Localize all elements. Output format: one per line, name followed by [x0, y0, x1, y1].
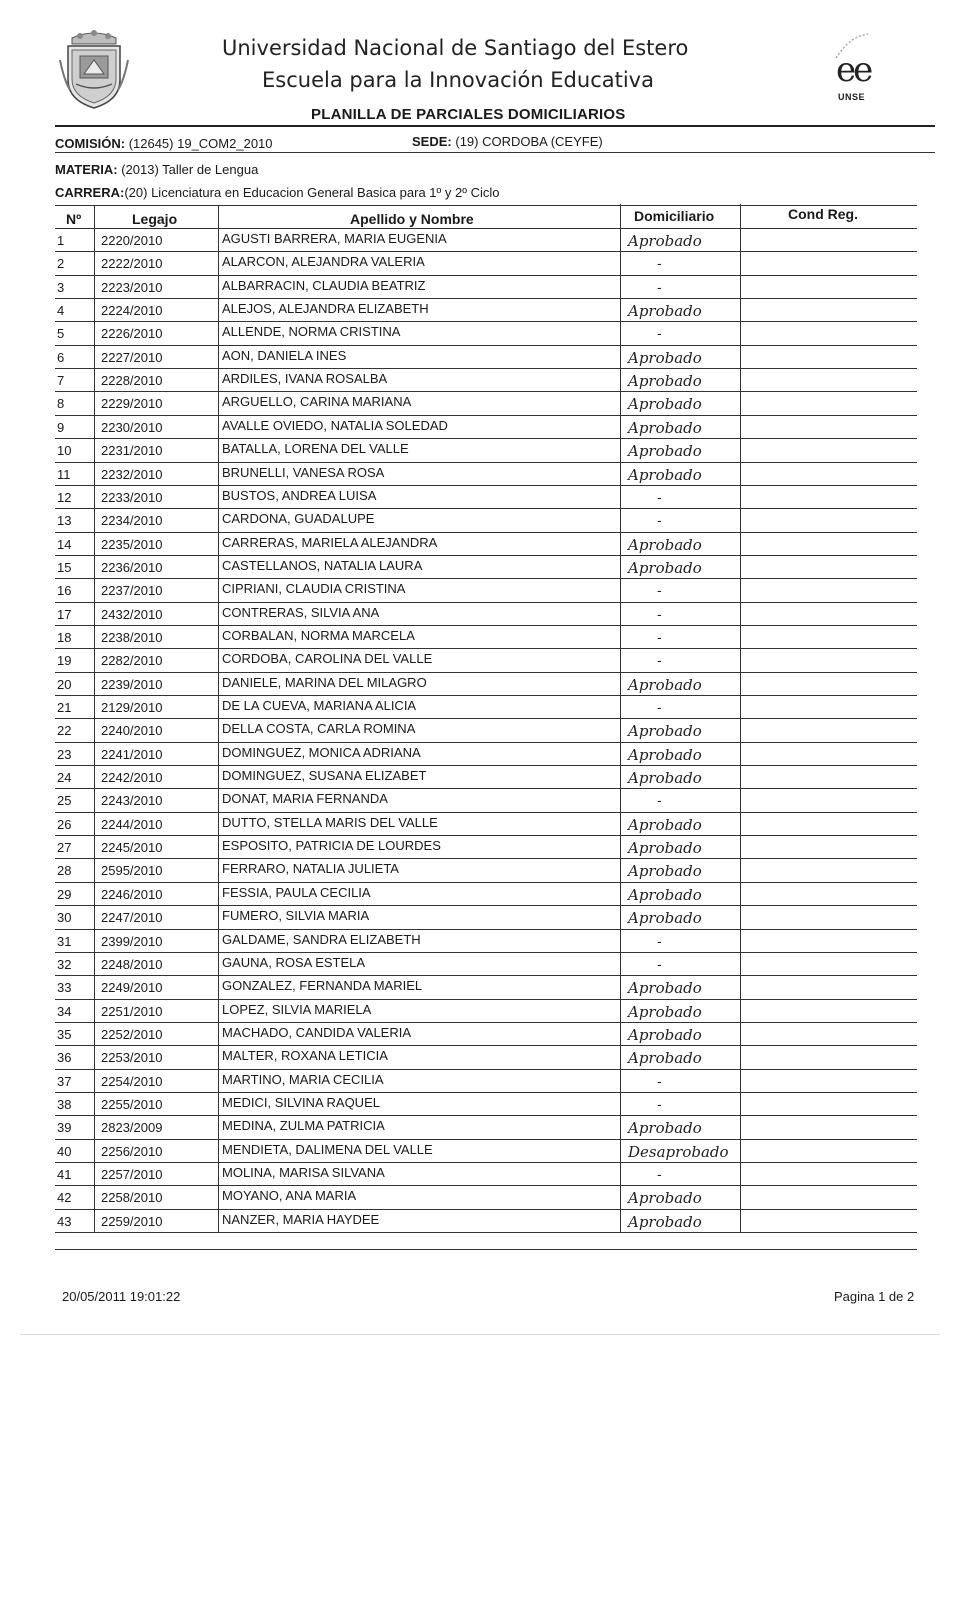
row-nombre: DE LA CUEVA, MARIANA ALICIA — [222, 698, 417, 713]
row-legajo: 2246/2010 — [101, 887, 163, 902]
row-rule — [55, 1209, 917, 1210]
row-domiciliario-handwritten: Aprobado — [628, 349, 702, 367]
row-rule — [55, 929, 917, 930]
row-rule — [55, 1092, 917, 1093]
row-nombre: FESSIA, PAULA CECILIA — [222, 885, 371, 900]
row-number: 42 — [57, 1190, 72, 1205]
comision-label: COMISIÓN: — [55, 136, 126, 151]
row-rule — [55, 321, 917, 322]
row-rule — [55, 952, 917, 953]
row-number: 5 — [57, 326, 65, 341]
row-nombre: CORBALAN, NORMA MARCELA — [222, 628, 415, 643]
row-nombre: NANZER, MARIA HAYDEE — [222, 1212, 380, 1227]
row-number: 37 — [57, 1074, 72, 1089]
row-nombre: MOYANO, ANA MARIA — [222, 1188, 357, 1203]
row-legajo: 2229/2010 — [101, 396, 163, 411]
row-number: 34 — [57, 1004, 72, 1019]
row-nombre: BATALLA, LORENA DEL VALLE — [222, 441, 409, 456]
row-number: 13 — [57, 513, 72, 528]
row-domiciliario-handwritten: Aprobado — [628, 979, 702, 997]
row-number: 33 — [57, 980, 72, 995]
row-domiciliario-handwritten: Aprobado — [628, 886, 702, 904]
row-legajo: 2256/2010 — [101, 1144, 163, 1159]
row-nombre: AON, DANIELA INES — [222, 348, 347, 363]
row-legajo: 2248/2010 — [101, 957, 163, 972]
row-legajo: 2239/2010 — [101, 677, 163, 692]
row-rule — [55, 251, 917, 252]
row-number: 29 — [57, 887, 72, 902]
row-legajo: 2257/2010 — [101, 1167, 163, 1182]
row-rule — [55, 462, 917, 463]
column-divider — [218, 206, 219, 1232]
row-number: 24 — [57, 770, 72, 785]
row-legajo: 2399/2010 — [101, 934, 163, 949]
row-legajo: 2232/2010 — [101, 467, 163, 482]
row-rule — [55, 999, 917, 1000]
row-nombre: DOMINGUEZ, MONICA ADRIANA — [222, 745, 421, 760]
sede-value: (19) CORDOBA (CEYFE) — [455, 134, 603, 149]
row-nombre: FUMERO, SILVIA MARIA — [222, 908, 370, 923]
logo-subtext: UNSE — [838, 92, 866, 102]
row-number: 12 — [57, 490, 72, 505]
row-rule — [55, 532, 917, 533]
row-domiciliario-handwritten: Aprobado — [628, 816, 702, 834]
row-nombre: DUTTO, STELLA MARIS DEL VALLE — [222, 815, 438, 830]
row-rule — [55, 765, 917, 766]
row-nombre: CASTELLANOS, NATALIA LAURA — [222, 558, 423, 573]
column-divider — [94, 206, 95, 1232]
row-legajo: 2238/2010 — [101, 630, 163, 645]
row-domiciliario-handwritten: Aprobado — [628, 839, 702, 857]
row-rule — [55, 742, 917, 743]
row-number: 11 — [57, 467, 71, 482]
materia-label: MATERIA: — [55, 162, 118, 177]
row-number: 39 — [57, 1120, 72, 1135]
row-nombre: CARDONA, GUADALUPE — [222, 511, 375, 526]
row-legajo: 2233/2010 — [101, 490, 163, 505]
document-title: PLANILLA DE PARCIALES DOMICILIARIOS — [311, 106, 626, 123]
row-rule — [55, 275, 917, 276]
row-number: 18 — [57, 630, 72, 645]
row-domiciliario-handwritten: Desaprobado — [628, 1143, 729, 1161]
row-nombre: LOPEZ, SILVIA MARIELA — [222, 1002, 372, 1017]
row-domiciliario-mark: - — [657, 935, 662, 950]
row-rule — [55, 485, 917, 486]
row-number: 21 — [57, 700, 72, 715]
row-domiciliario-mark: - — [657, 654, 662, 669]
row-domiciliario-mark: - — [657, 584, 662, 599]
column-header-domiciliario: Domiciliario — [634, 208, 715, 224]
row-nombre: ALLENDE, NORMA CRISTINA — [222, 324, 401, 339]
carrera-label: CARRERA: — [55, 185, 125, 200]
row-domiciliario-handwritten: Aprobado — [628, 536, 702, 554]
row-number: 10 — [57, 443, 72, 458]
row-nombre: ESPOSITO, PATRICIA DE LOURDES — [222, 838, 441, 853]
row-domiciliario-handwritten: Aprobado — [628, 419, 702, 437]
row-rule — [55, 835, 917, 836]
row-domiciliario-handwritten: Aprobado — [628, 1003, 702, 1021]
row-number: 17 — [57, 607, 72, 622]
row-domiciliario-handwritten: Aprobado — [628, 395, 702, 413]
row-nombre: CONTRERAS, SILVIA ANA — [222, 605, 380, 620]
materia-line — [55, 162, 258, 177]
row-legajo: 2226/2010 — [101, 326, 163, 341]
sede-label: SEDE: — [412, 134, 452, 149]
column-header-cond-reg: Cond Reg. — [788, 206, 858, 222]
row-nombre: GALDAME, SANDRA ELIZABETH — [222, 932, 421, 947]
row-legajo: 2220/2010 — [101, 233, 163, 248]
row-nombre: CARRERAS, MARIELA ALEJANDRA — [222, 535, 438, 550]
row-number: 2 — [57, 256, 65, 271]
row-number: 19 — [57, 653, 72, 668]
row-rule — [55, 438, 917, 439]
row-rule — [55, 602, 917, 603]
row-legajo: 2253/2010 — [101, 1050, 163, 1065]
print-timestamp: 20/05/2011 19:01:22 — [62, 1289, 181, 1304]
row-number: 3 — [57, 280, 65, 295]
column-header-nombre: Apellido y Nombre — [350, 211, 474, 227]
row-rule — [55, 648, 917, 649]
row-nombre: ARDILES, IVANA ROSALBA — [222, 371, 388, 386]
row-rule — [55, 812, 917, 813]
school-name: Escuela para la Innovación Educativa — [262, 68, 654, 92]
column-header-legajo: Legajo — [132, 211, 178, 227]
unse-logo — [828, 32, 888, 108]
row-number: 15 — [57, 560, 72, 575]
row-domiciliario-mark: - — [657, 701, 662, 716]
row-nombre: DELLA COSTA, CARLA ROMINA — [222, 721, 416, 736]
row-legajo: 2234/2010 — [101, 513, 163, 528]
row-legajo: 2245/2010 — [101, 840, 163, 855]
row-legajo: 2249/2010 — [101, 980, 163, 995]
row-number: 9 — [57, 420, 65, 435]
row-domiciliario-handwritten: Aprobado — [628, 1049, 702, 1067]
row-domiciliario-mark: - — [657, 327, 662, 342]
row-nombre: ALBARRACIN, CLAUDIA BEATRIZ — [222, 278, 426, 293]
row-domiciliario-mark: - — [657, 1168, 662, 1183]
row-legajo: 2258/2010 — [101, 1190, 163, 1205]
row-rule — [55, 345, 917, 346]
row-legajo: 2224/2010 — [101, 303, 163, 318]
sede-line — [412, 134, 603, 149]
row-number: 31 — [57, 934, 72, 949]
row-rule — [55, 555, 917, 556]
row-number: 16 — [57, 583, 72, 598]
row-number: 28 — [57, 863, 72, 878]
row-domiciliario-mark: - — [657, 608, 662, 623]
row-number: 30 — [57, 910, 72, 925]
row-domiciliario-mark: - — [657, 794, 662, 809]
table-top-rule — [55, 205, 917, 206]
row-legajo: 2236/2010 — [101, 560, 163, 575]
title-rule — [55, 125, 935, 127]
row-rule — [55, 1022, 917, 1023]
row-nombre: ARGUELLO, CARINA MARIANA — [222, 394, 412, 409]
comision-line — [55, 136, 273, 151]
row-rule — [55, 905, 917, 906]
row-number: 1 — [57, 233, 65, 248]
row-legajo: 2237/2010 — [101, 583, 163, 598]
row-number: 20 — [57, 677, 72, 692]
row-legajo: 2228/2010 — [101, 373, 163, 388]
row-rule — [55, 975, 917, 976]
column-header-numero: Nº — [66, 211, 82, 227]
row-nombre: ALEJOS, ALEJANDRA ELIZABETH — [222, 301, 429, 316]
row-nombre: MACHADO, CANDIDA VALERIA — [222, 1025, 412, 1040]
row-domiciliario-handwritten: Aprobado — [628, 466, 702, 484]
row-domiciliario-handwritten: Aprobado — [628, 909, 702, 927]
row-nombre: MENDIETA, DALIMENA DEL VALLE — [222, 1142, 433, 1157]
row-nombre: MALTER, ROXANA LETICIA — [222, 1048, 388, 1063]
row-legajo: 2251/2010 — [101, 1004, 163, 1019]
row-domiciliario-handwritten: Aprobado — [628, 559, 702, 577]
row-domiciliario-handwritten: Aprobado — [628, 442, 702, 460]
row-domiciliario-handwritten: Aprobado — [628, 746, 702, 764]
row-nombre: MEDINA, ZULMA PATRICIA — [222, 1118, 385, 1133]
page-number: Pagina 1 de 2 — [834, 1289, 915, 1304]
carrera-value: (20) Licenciatura en Educacion General Basica para 1º y 2º Ciclo — [124, 185, 500, 200]
row-rule — [55, 1115, 917, 1116]
row-legajo: 2243/2010 — [101, 793, 163, 808]
row-rule — [55, 415, 917, 416]
row-nombre: AGUSTI BARRERA, MARIA EUGENIA — [222, 231, 447, 246]
row-legajo: 2282/2010 — [101, 653, 163, 668]
materia-value: (2013) Taller de Lengua — [121, 162, 259, 177]
row-nombre: MEDICI, SILVINA RAQUEL — [222, 1095, 380, 1110]
carrera-line — [55, 185, 499, 200]
row-domiciliario-mark: - — [657, 514, 662, 529]
row-legajo: 2432/2010 — [101, 607, 163, 622]
row-rule — [55, 625, 917, 626]
row-rule — [55, 1045, 917, 1046]
row-nombre: AVALLE OVIEDO, NATALIA SOLEDAD — [222, 418, 448, 433]
row-domiciliario-handwritten: Aprobado — [628, 1026, 702, 1044]
row-number: 35 — [57, 1027, 72, 1042]
row-legajo: 2823/2009 — [101, 1120, 163, 1135]
row-nombre: BUSTOS, ANDREA LUISA — [222, 488, 377, 503]
row-nombre: FERRARO, NATALIA JULIETA — [222, 861, 399, 876]
row-rule — [55, 578, 917, 579]
row-rule — [55, 1232, 917, 1233]
row-legajo: 2255/2010 — [101, 1097, 163, 1112]
row-domiciliario-handwritten: Aprobado — [628, 1189, 702, 1207]
row-nombre: GONZALEZ, FERNANDA MARIEL — [222, 978, 423, 993]
row-number: 23 — [57, 747, 72, 762]
row-rule — [55, 368, 917, 369]
row-nombre: BRUNELLI, VANESA ROSA — [222, 465, 385, 480]
row-number: 32 — [57, 957, 72, 972]
row-domiciliario-handwritten: Aprobado — [628, 372, 702, 390]
row-number: 26 — [57, 817, 72, 832]
row-rule — [55, 788, 917, 789]
row-legajo: 2227/2010 — [101, 350, 163, 365]
row-number: 6 — [57, 350, 65, 365]
row-nombre: MARTINO, MARIA CECILIA — [222, 1072, 384, 1087]
row-number: 41 — [57, 1167, 72, 1182]
row-rule — [55, 672, 917, 673]
row-rule — [55, 695, 917, 696]
row-domiciliario-handwritten: Aprobado — [628, 769, 702, 787]
row-nombre: DOMINGUEZ, SUSANA ELIZABET — [222, 768, 427, 783]
row-domiciliario-mark: - — [657, 491, 662, 506]
row-legajo: 2222/2010 — [101, 256, 163, 271]
row-nombre: DONAT, MARIA FERNANDA — [222, 791, 388, 806]
row-nombre: CIPRIANI, CLAUDIA CRISTINA — [222, 581, 406, 596]
footer-rule — [55, 1249, 917, 1250]
row-legajo: 2244/2010 — [101, 817, 163, 832]
row-legajo: 2235/2010 — [101, 537, 163, 552]
row-legajo: 2231/2010 — [101, 443, 163, 458]
row-rule — [55, 508, 917, 509]
row-legajo: 2254/2010 — [101, 1074, 163, 1089]
row-legajo: 2223/2010 — [101, 280, 163, 295]
row-nombre: ALARCON, ALEJANDRA VALERIA — [222, 254, 425, 269]
university-crest-icon — [58, 30, 130, 112]
row-domiciliario-mark: - — [657, 1075, 662, 1090]
row-domiciliario-mark: - — [657, 257, 662, 272]
row-domiciliario-handwritten: Aprobado — [628, 1213, 702, 1231]
comision-rule — [55, 152, 935, 153]
row-domiciliario-handwritten: Aprobado — [628, 862, 702, 880]
row-domiciliario-handwritten: Aprobado — [628, 1119, 702, 1137]
row-number: 43 — [57, 1214, 72, 1229]
row-number: 22 — [57, 723, 72, 738]
row-number: 25 — [57, 793, 72, 808]
row-legajo: 2240/2010 — [101, 723, 163, 738]
row-domiciliario-handwritten: Aprobado — [628, 232, 702, 250]
row-rule — [55, 882, 917, 883]
row-nombre: CORDOBA, CAROLINA DEL VALLE — [222, 651, 433, 666]
row-rule — [55, 1139, 917, 1140]
row-number: 14 — [57, 537, 72, 552]
row-rule — [55, 391, 917, 392]
row-legajo: 2242/2010 — [101, 770, 163, 785]
row-rule — [55, 1185, 917, 1186]
row-domiciliario-handwritten: Aprobado — [628, 676, 702, 694]
row-domiciliario-mark: - — [657, 958, 662, 973]
row-legajo: 2595/2010 — [101, 863, 163, 878]
row-legajo: 2129/2010 — [101, 700, 163, 715]
page-edge — [20, 1334, 940, 1335]
row-number: 36 — [57, 1050, 72, 1065]
row-legajo: 2259/2010 — [101, 1214, 163, 1229]
row-nombre: MOLINA, MARISA SILVANA — [222, 1165, 385, 1180]
row-rule — [55, 718, 917, 719]
university-name: Universidad Nacional de Santiago del Estero — [222, 36, 689, 60]
row-rule — [55, 298, 917, 299]
comision-value: (12645) 19_COM2_2010 — [128, 136, 273, 151]
row-legajo: 2252/2010 — [101, 1027, 163, 1042]
row-domiciliario-mark: - — [657, 281, 662, 296]
row-legajo: 2230/2010 — [101, 420, 163, 435]
logo-text: ee — [836, 50, 871, 90]
row-rule — [55, 1069, 917, 1070]
row-legajo: 2247/2010 — [101, 910, 163, 925]
row-number: 27 — [57, 840, 72, 855]
row-domiciliario-mark: - — [657, 631, 662, 646]
row-rule — [55, 1162, 917, 1163]
row-number: 40 — [57, 1144, 72, 1159]
row-domiciliario-handwritten: Aprobado — [628, 302, 702, 320]
row-number: 38 — [57, 1097, 72, 1112]
row-nombre: GAUNA, ROSA ESTELA — [222, 955, 366, 970]
row-number: 7 — [57, 373, 65, 388]
row-domiciliario-handwritten: Aprobado — [628, 722, 702, 740]
table-header-rule — [55, 228, 917, 229]
row-number: 4 — [57, 303, 65, 318]
row-nombre: DANIELE, MARINA DEL MILAGRO — [222, 675, 427, 690]
row-rule — [55, 858, 917, 859]
row-number: 8 — [57, 396, 65, 411]
row-domiciliario-mark: - — [657, 1098, 662, 1113]
row-legajo: 2241/2010 — [101, 747, 163, 762]
